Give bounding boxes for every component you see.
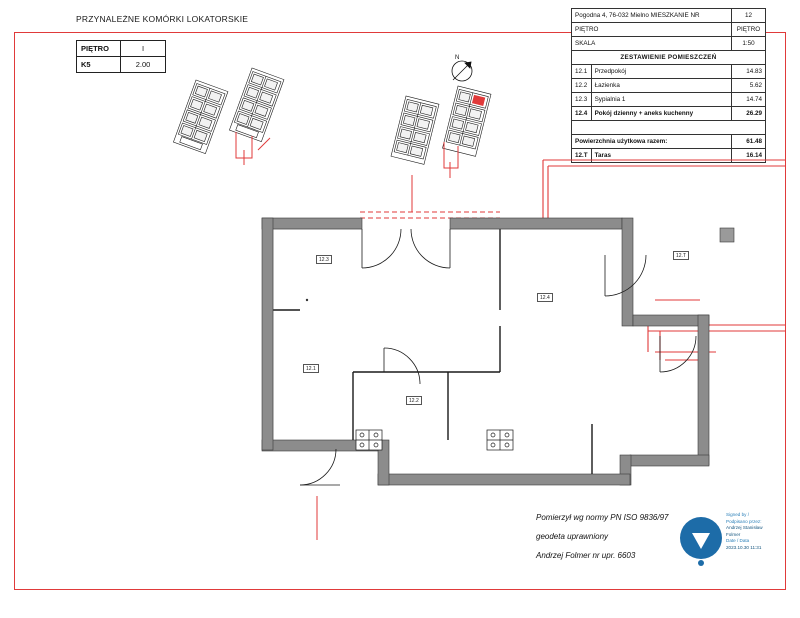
room-no-cell: 12.3 (572, 93, 592, 107)
point-marker (306, 299, 308, 301)
room-area-cell: 14.74 (732, 93, 766, 107)
signed-by-label: Signed by / (726, 512, 749, 517)
signature-date-value: 2023.10.30 11:31 (726, 544, 762, 550)
signature-text (726, 512, 763, 552)
room-no-cell: 12.2 (572, 79, 592, 93)
north-arrow-icon (452, 61, 472, 81)
room-no-cell: 12.1 (572, 65, 592, 79)
total-value-cell: 61.48 (732, 135, 766, 149)
signer-name-line2: Folmer (726, 531, 741, 537)
total-label-cell: Powierzchnia użytkowa razem: (572, 135, 732, 149)
k5-label: K5 (77, 57, 121, 73)
terrace-name-cell: Taras (591, 149, 731, 163)
terrace-area-cell: 16.14 (732, 149, 766, 163)
signed-by-label-pl: Podpisano przez: (726, 518, 762, 524)
apartment-number-cell: 12 (732, 9, 766, 23)
column-symbol (720, 228, 734, 242)
pen-nib-icon (692, 533, 710, 549)
signer-name-line1: Andrzej Stanisław (726, 525, 763, 531)
scale-value-cell: 1:50 (732, 37, 766, 51)
room-name-cell: Łazienka (591, 79, 731, 93)
floor-label-cell: PIĘTRO (572, 23, 732, 37)
room-tag-12-4: 12.4 (537, 293, 553, 302)
pen-dot-icon (698, 560, 704, 566)
room-area-cell: 5.62 (732, 79, 766, 93)
digital-signature-stamp (680, 512, 784, 564)
surveyor-note-line3: Andrzej Folmer nr upr. 6603 (536, 551, 636, 560)
kitchen-fixtures (356, 430, 513, 450)
page-title: PRZYNALEŻNE KOMÓRKI LOKATORSKIE (76, 14, 249, 24)
room-tag-12-3: 12.3 (316, 255, 332, 264)
room-name-cell: Pokój dzienny + aneks kuchenny (591, 107, 731, 121)
pietro-value: I (121, 41, 166, 57)
room-no-cell: 12.4 (572, 107, 592, 121)
section-title-cell: ZESTAWIENIE POMIESZCZEŃ (572, 51, 766, 65)
address-cell: Pogodna 4, 76-032 Mielno MIESZKANIE NR (572, 9, 732, 23)
room-area-cell: 14.83 (732, 65, 766, 79)
surveyor-note (536, 508, 669, 565)
room-tag-12-1: 12.1 (303, 364, 319, 373)
scale-label-cell: SKALA (572, 37, 732, 51)
pietro-label: PIĘTRO (77, 41, 121, 57)
surveyor-note-line1: Pomierzył wg normy PN ISO 9836/97 (536, 513, 669, 522)
north-label: N (455, 55, 460, 61)
floor-value-cell: PIĘTRO (732, 23, 766, 37)
signature-date-label: Date / Data (726, 538, 750, 544)
signature-seal-icon (680, 517, 722, 559)
interior-walls (273, 229, 592, 474)
room-tag-12-2: 12.2 (406, 396, 422, 405)
room-tag-12-t: 12.T (673, 251, 689, 260)
k5-value: 2.00 (121, 57, 166, 73)
surveyor-note-line2: geodeta uprawniony (536, 532, 609, 541)
room-area-cell: 26.29 (732, 107, 766, 121)
terrace-no-cell: 12.T (572, 149, 592, 163)
room-name-cell: Sypialnia 1 (591, 93, 731, 107)
room-name-cell: Przedpokój (591, 65, 731, 79)
key-plan-right (391, 86, 491, 164)
